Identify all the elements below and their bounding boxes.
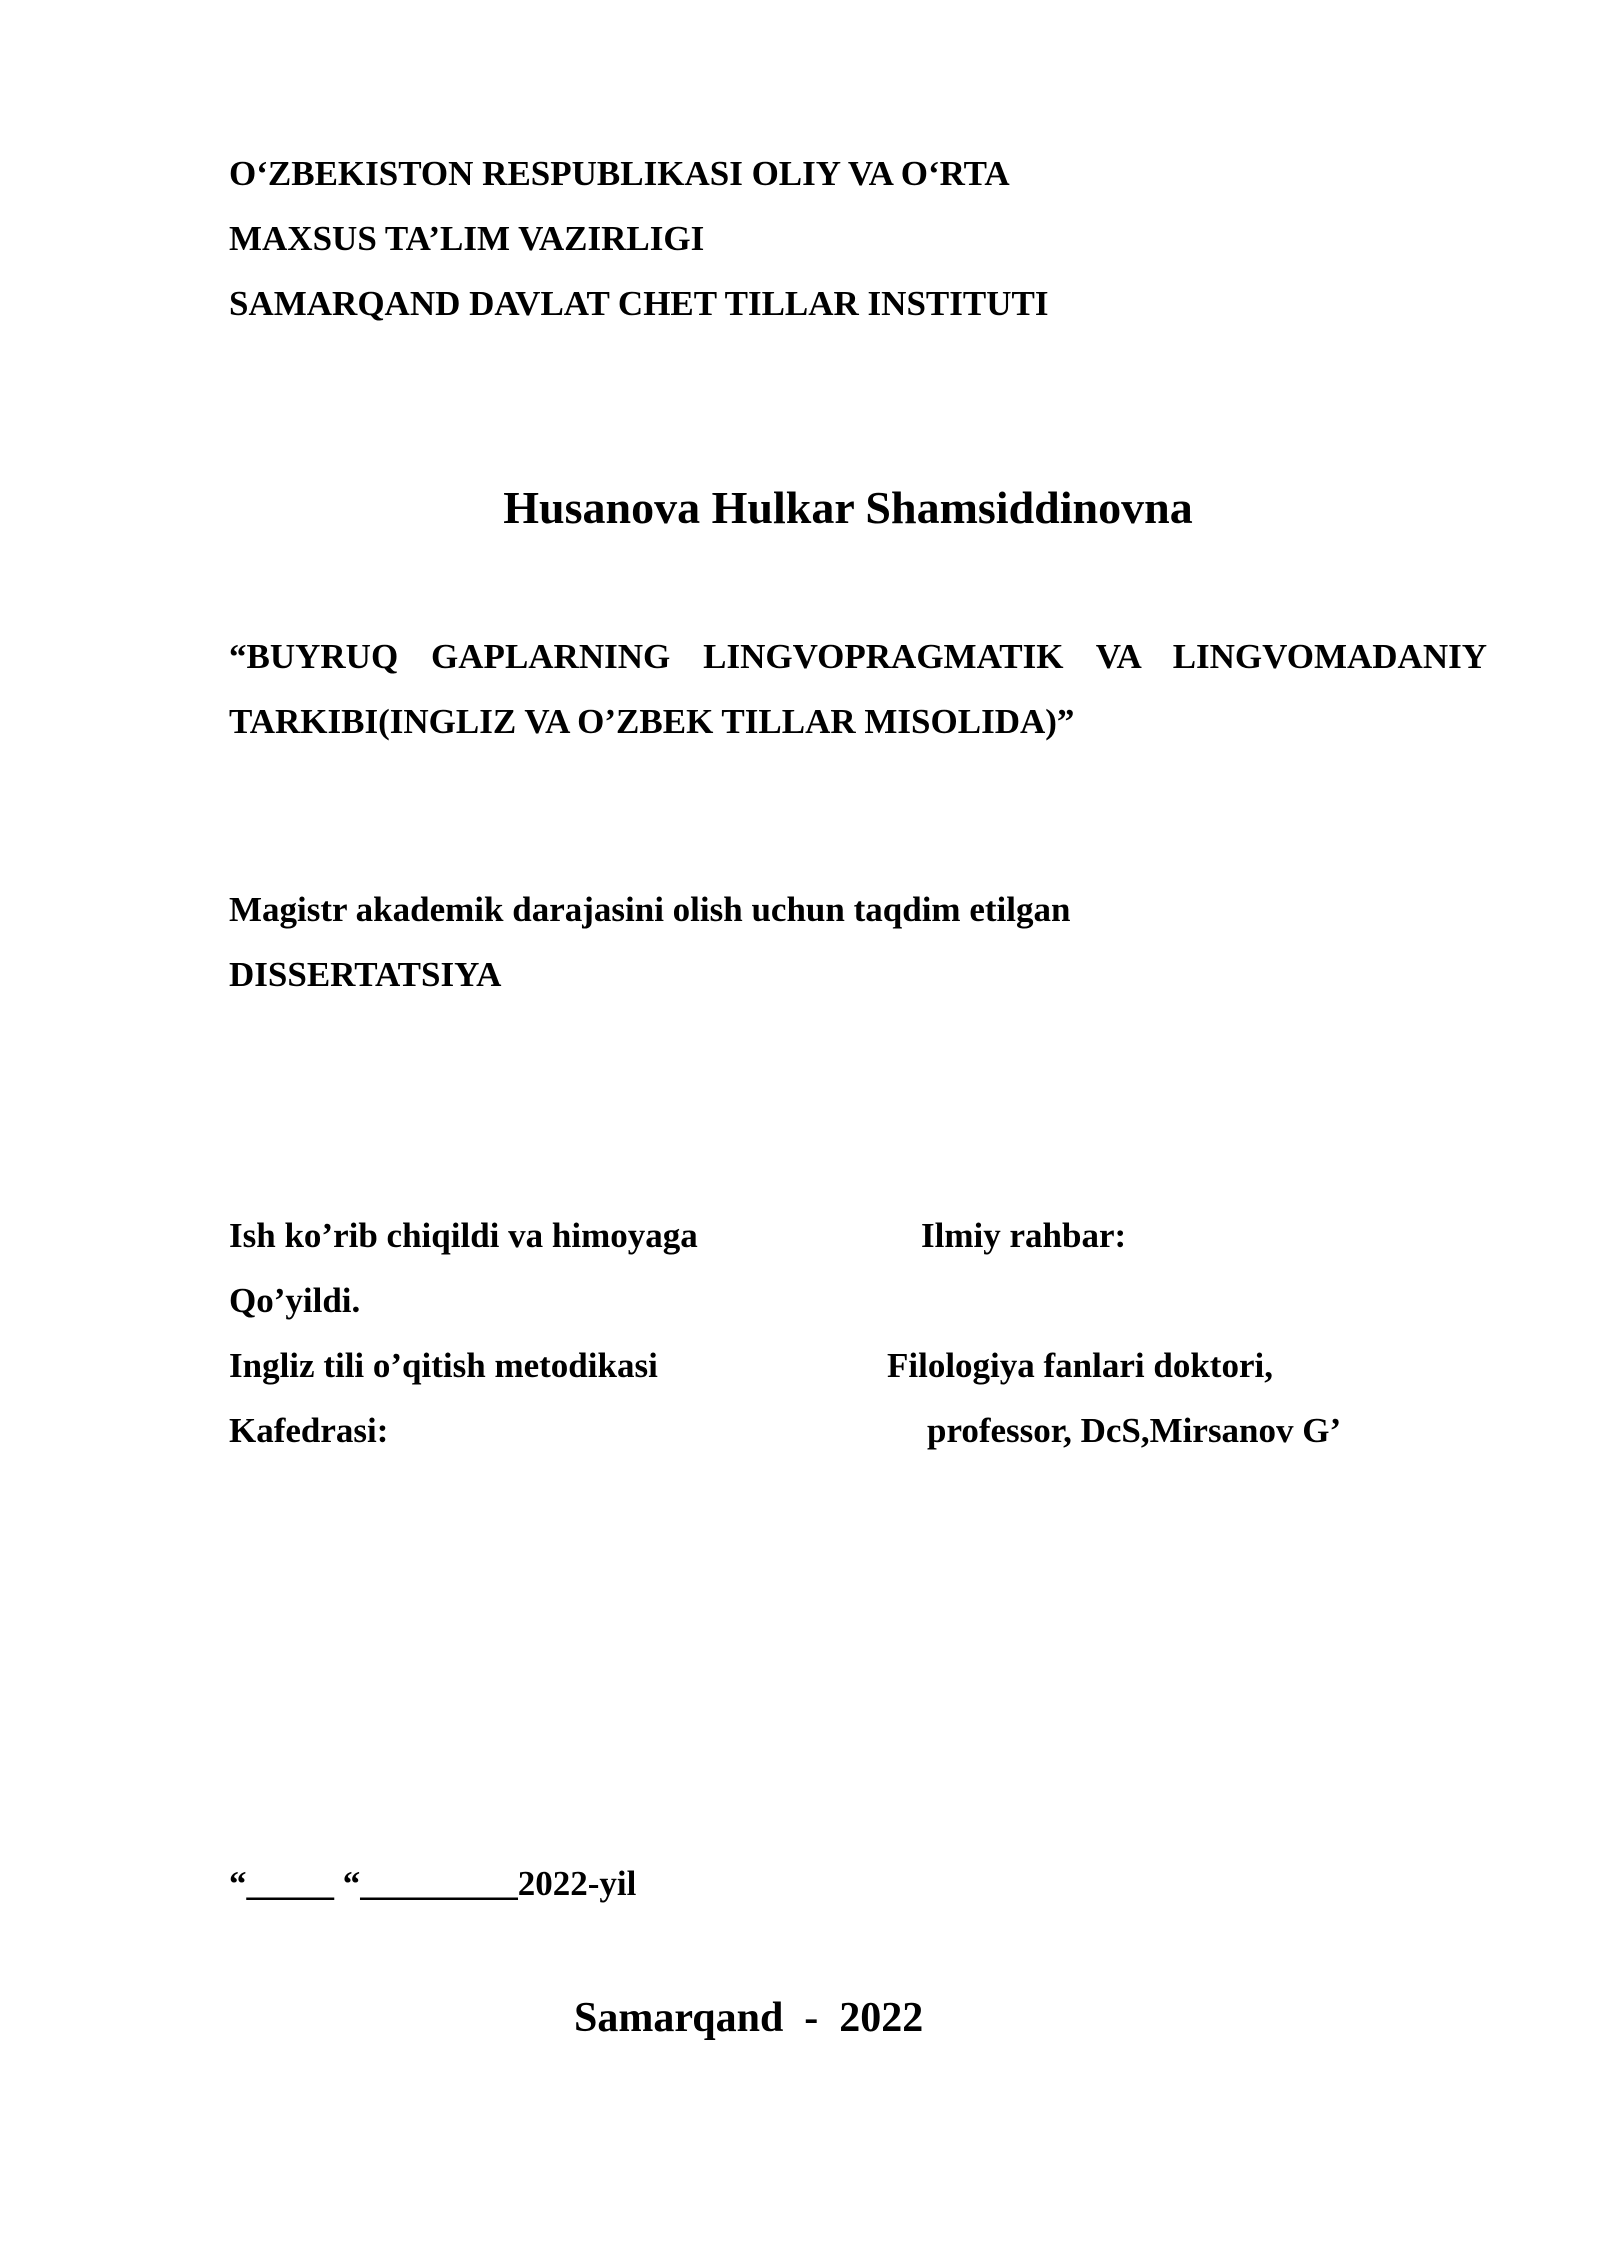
ministry-line-1: O‘ZBEKISTON RESPUBLIKASI OLIY VA O‘RTA <box>229 154 1010 193</box>
approval-line-4: Kafedrasi: <box>229 1411 389 1450</box>
ministry-line-2: MAXSUS TA’LIM VAZIRLIGI <box>229 219 705 258</box>
approval-line-3: Ingliz tili o’qitish metodikasi <box>229 1346 658 1385</box>
institute-name: SAMARQAND DAVLAT CHET TILLAR INSTITUTI <box>229 284 1049 323</box>
approval-line-2: Qo’yildi. <box>229 1281 361 1320</box>
approval-line-1: Ish ko’rib chiqildi va himoyaga <box>229 1216 698 1255</box>
supervisor-name: professor, DcS,Mirsanov G’ <box>927 1411 1342 1450</box>
degree-line-2: DISSERTATSIYA <box>229 955 502 994</box>
city-year: Samarqand - 2022 <box>574 1995 924 2041</box>
date-line: “_____ “_________2022-yil <box>229 1864 637 1903</box>
thesis-title: “BUYRUQ GAPLARNING LINGVOPRAGMATIK VA LINGVOMADANIY TARKIBI(INGLIZ VA O’ZBEK TILLAR MISOLIDA)” <box>229 637 1487 741</box>
supervisor-label: Ilmiy rahbar: <box>921 1216 1127 1255</box>
degree-line-1: Magistr akademik darajasini olish uchun taqdim etilgan <box>229 890 1071 929</box>
author-name: Husanova Hulkar Shamsiddinovna <box>503 482 1193 533</box>
supervisor-degree: Filologiya fanlari doktori, <box>887 1346 1273 1385</box>
